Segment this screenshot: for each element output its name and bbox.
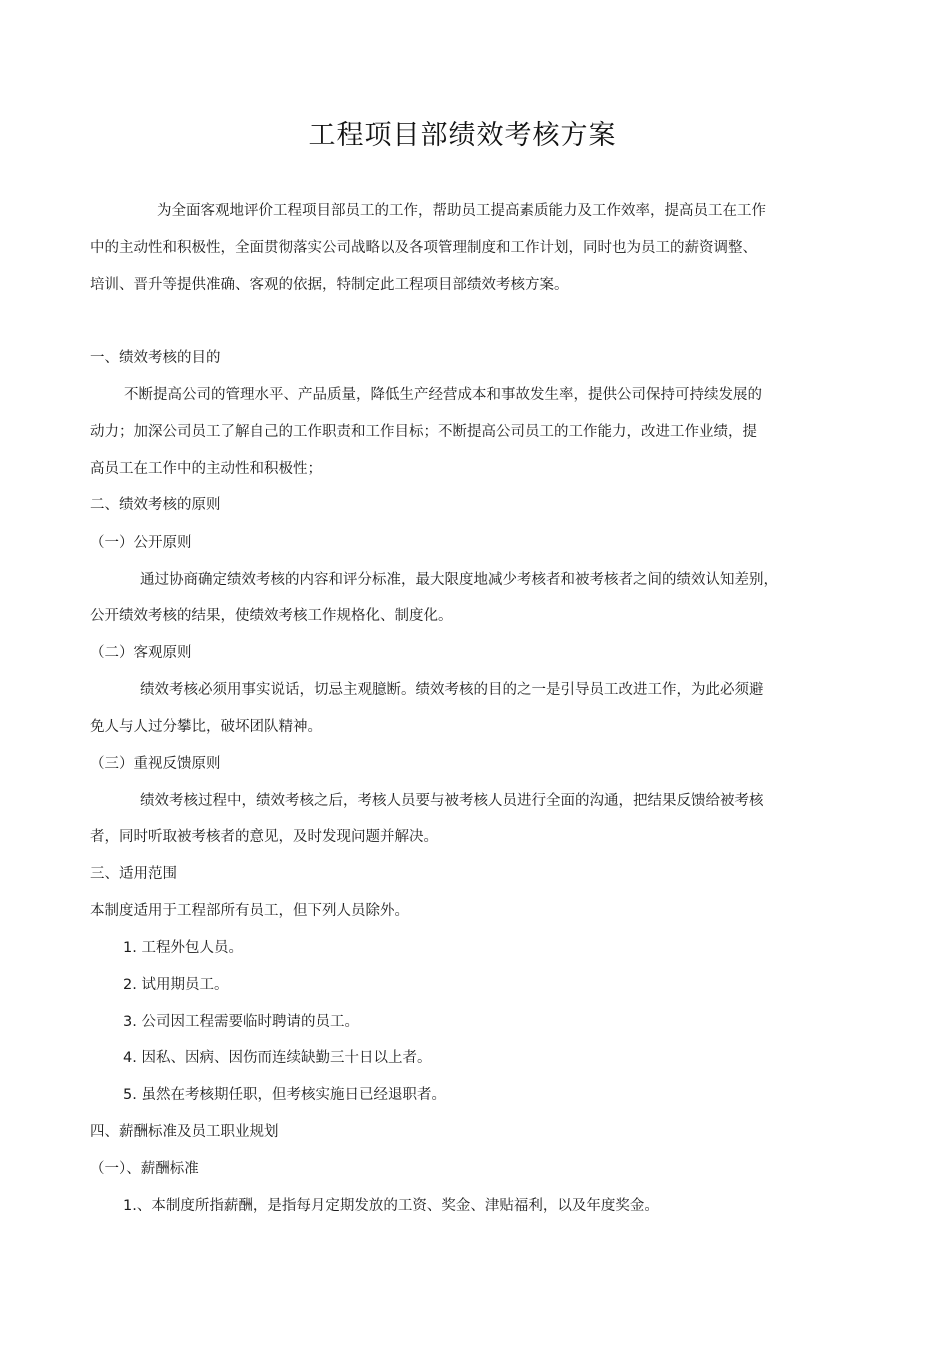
paragraph-line: 绩效考核过程中，绩效考核之后，考核人员要与被考核人员进行全面的沟通，把结果反馈给被考核 (140, 793, 764, 809)
section-heading: 四、薪酬标准及员工职业规划 (90, 1124, 279, 1140)
paragraph-line: 公开绩效考核的结果，使绩效考核工作规格化、制度化。 (90, 608, 453, 624)
paragraph-line: 不断提高公司的管理水平、产品质量，降低生产经营成本和事故发生率，提供公司保持可持续发展的 (124, 387, 762, 403)
section-heading: 二、绩效考核的原则 (90, 497, 221, 513)
subsection-heading: （一）、薪酬标准 (90, 1161, 199, 1177)
subsection-heading: （二）客观原则 (90, 645, 192, 661)
paragraph-line: 免人与人过分攀比，破坏团队精神。 (90, 719, 322, 735)
intro-line: 中的主动性和积极性，全面贯彻落实公司战略以及各项管理制度和工作计划，同时也为员工的薪资调整、 (90, 240, 757, 256)
list-item: 3. 公司因工程需要临时聘请的员工。 (123, 1014, 359, 1030)
paragraph-line: 通过协商确定绩效考核的内容和评分标准，最大限度地减少考核者和被考核者之间的绩效认知差别， (140, 572, 778, 588)
paragraph-line: 者，同时听取被考核者的意见，及时发现问题并解决。 (90, 829, 438, 845)
section-heading: 三、适用范围 (90, 866, 177, 882)
list-item: 2. 试用期员工。 (123, 977, 229, 993)
document-title: 工程项目部绩效考核方案 (308, 120, 617, 151)
paragraph-line: 高员工在工作中的主动性和积极性； (90, 461, 322, 477)
section-heading: 一、绩效考核的目的 (90, 350, 221, 366)
list-item: 1. 工程外包人员。 (123, 940, 243, 956)
paragraph-line: 本制度适用于工程部所有员工，但下列人员除外。 (90, 903, 409, 919)
subsection-heading: （三）重视反馈原则 (90, 756, 221, 772)
list-item: 5. 虽然在考核期任职，但考核实施日已经退职者。 (123, 1087, 446, 1103)
subsection-heading: （一）公开原则 (90, 535, 192, 551)
list-item: 1.、本制度所指薪酬，是指每月定期发放的工资、奖金、津贴福利，以及年度奖金。 (123, 1198, 659, 1214)
intro-line: 培训、晋升等提供准确、客观的依据，特制定此工程项目部绩效考核方案。 (90, 277, 569, 293)
list-item: 4. 因私、因病、因伤而连续缺勤三十日以上者。 (123, 1050, 432, 1066)
intro-line: 为全面客观地评价工程项目部员工的工作，帮助员工提高素质能力及工作效率，提高员工在工作 (157, 203, 766, 219)
paragraph-line: 绩效考核必须用事实说话，切忌主观臆断。绩效考核的目的之一是引导员工改进工作，为此必须避 (140, 682, 764, 698)
paragraph-line: 动力；加深公司员工了解自己的工作职责和工作目标；不断提高公司员工的工作能力，改进工作业绩，提 (90, 424, 757, 440)
